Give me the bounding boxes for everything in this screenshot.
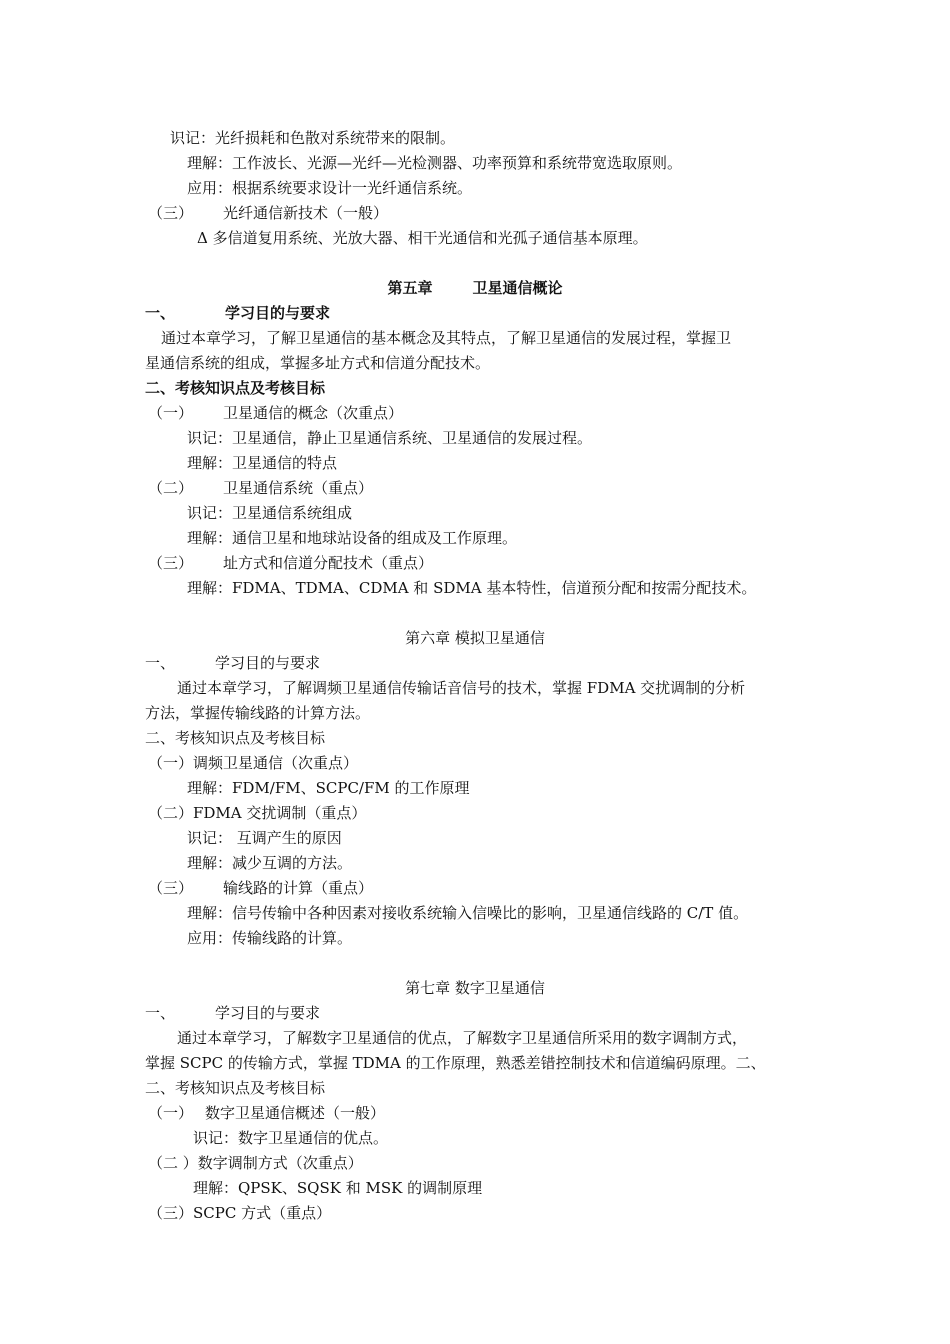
- item-title: 卫星通信系统（重点）: [223, 479, 374, 497]
- text-line: 理解：减少互调的方法。: [187, 854, 353, 872]
- chapter-number: 第五章: [387, 279, 433, 297]
- paragraph-line: 星通信系统的组成，掌握多址方式和信道分配技术。: [145, 354, 491, 372]
- section-heading: 二、考核知识点及考核目标: [145, 379, 326, 397]
- item-heading: （一）调频卫星通信（次重点）: [148, 754, 359, 772]
- section-heading: [145, 653, 320, 673]
- text-line: 应用：根据系统要求设计一光纤通信系统。: [187, 179, 473, 197]
- paragraph-line: 掌握 SCPC 的传输方式，掌握 TDMA 的工作原理，熟悉差错控制技术和信道编码原理。二、: [145, 1054, 766, 1072]
- section-number: 一、: [145, 654, 176, 672]
- text-line: 识记：卫星通信系统组成: [187, 504, 353, 522]
- text-line: 理解：信号传输中各种因素对接收系统输入信噪比的影响，卫星通信线路的 C/T 值。: [187, 904, 749, 922]
- text-line: Δ 多信道复用系统、光放大器、相干光通信和光孤子通信基本原理。: [197, 229, 648, 247]
- item-number: （一）: [148, 1104, 194, 1122]
- item-heading: [148, 878, 373, 898]
- text-line: 理解：FDM/FM、SCPC/FM 的工作原理: [187, 779, 470, 797]
- item-number: （二）: [148, 479, 194, 497]
- text-line: 理解：工作波长、光源—光纤—光检测器、功率预算和系统带宽选取原则。: [187, 154, 683, 172]
- section-heading: 二、考核知识点及考核目标: [145, 729, 326, 747]
- item-heading: （二）FDMA 交扰调制（重点）: [148, 804, 367, 822]
- item-number: （一）: [148, 404, 194, 422]
- text-line: 理解：QPSK、SQSK 和 MSK 的调制原理: [193, 1179, 483, 1197]
- paragraph-line: 通过本章学习，了解数字卫星通信的优点，了解数字卫星通信所采用的数字调制方式，: [177, 1029, 748, 1047]
- chapter-title: 第六章 模拟卫星通信: [405, 629, 545, 647]
- item-number: （三）: [148, 554, 194, 572]
- item-heading: （三）SCPC 方式（重点）: [148, 1204, 332, 1222]
- item-number: （三）: [148, 879, 194, 897]
- chapter-name: 卫星通信概论: [472, 279, 563, 297]
- section-title: 学习目的与要求: [215, 1004, 321, 1022]
- chapter-title: 第七章 数字卫星通信: [405, 979, 545, 997]
- item-title: 输线路的计算（重点）: [223, 879, 374, 897]
- section-number: 一、: [145, 1004, 176, 1022]
- paragraph-line: 通过本章学习，了解调频卫星通信传输话音信号的技术，掌握 FDMA 交扰调制的分析: [177, 679, 746, 697]
- text-line: 识记：卫星通信，静止卫星通信系统、卫星通信的发展过程。: [187, 429, 593, 447]
- item-heading: [148, 478, 373, 498]
- paragraph-line: 通过本章学习，了解卫星通信的基本概念及其特点，了解卫星通信的发展过程，掌握卫: [161, 329, 732, 347]
- section-number: 一、: [145, 304, 176, 322]
- item-title: 卫星通信的概念（次重点）: [223, 404, 404, 422]
- section-heading: [145, 1003, 320, 1023]
- chapter-title: [0, 278, 950, 298]
- text-line: 理解：通信卫星和地球站设备的组成及工作原理。: [187, 529, 518, 547]
- item-title: 光纤通信新技术（一般）: [223, 204, 389, 222]
- text-line: 识记：数字卫星通信的优点。: [193, 1129, 389, 1147]
- item-title: 址方式和信道分配技术（重点）: [223, 554, 434, 572]
- paragraph-line: 方法，掌握传输线路的计算方法。: [145, 704, 371, 722]
- section-heading: [145, 303, 330, 323]
- section-title: 学习目的与要求: [215, 654, 321, 672]
- item-title: 数字卫星通信概述（一般）: [205, 1104, 386, 1122]
- section-heading: 二、考核知识点及考核目标: [145, 1079, 326, 1097]
- section-title: 学习目的与要求: [225, 304, 331, 322]
- item-heading: （二 ）数字调制方式（次重点）: [148, 1154, 363, 1172]
- item-heading: [148, 1103, 385, 1123]
- text-line: 理解：FDMA、TDMA、CDMA 和 SDMA 基本特性，信道预分配和按需分配技术。: [187, 579, 757, 597]
- text-line: 识记：光纤损耗和色散对系统带来的限制。: [170, 129, 456, 147]
- text-line: 应用：传输线路的计算。: [187, 929, 353, 947]
- text-line: 理解：卫星通信的特点: [187, 454, 338, 472]
- item-heading: [148, 553, 433, 573]
- item-heading: [148, 403, 403, 423]
- item-heading: [148, 203, 388, 223]
- item-number: （三）: [148, 204, 194, 222]
- text-line: 识记： 互调产生的原因: [187, 829, 342, 847]
